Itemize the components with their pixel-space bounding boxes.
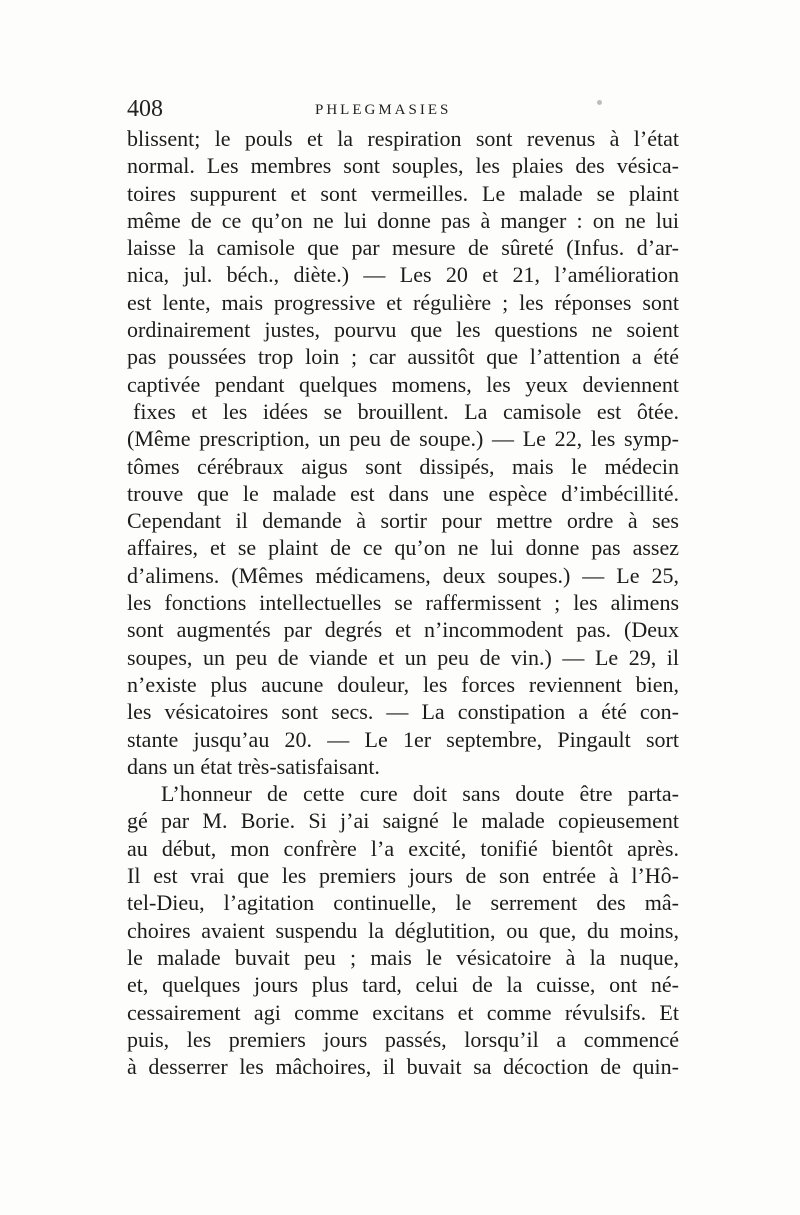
text-line: les vésicatoires sont secs. — La constipation a été con- (127, 699, 679, 725)
text-line: Cependant il demande à sortir pour mettre ordre à ses (127, 508, 679, 534)
text-line: soupes, un peu de viande et un peu de vin.) — Le 29, il (127, 644, 679, 670)
text-line: stante jusqu’au 20. — Le 1er septembre, Pingault sort (127, 726, 679, 752)
text-line: blissent; le pouls et la respiration sont revenus à l’état (127, 126, 679, 151)
text-line: au début, mon confrère l’a excité, tonifié bientôt après. (127, 835, 679, 861)
text-line: fixes et les idées se brouillent. La camisole est ôtée. (133, 398, 679, 424)
body-text (127, 125, 679, 1080)
text-line: nica, jul. béch., diète.) — Les 20 et 21, l’amélioration (127, 262, 679, 288)
page-number: 408 (127, 96, 163, 122)
running-head: PHLEGMASIES (315, 102, 452, 118)
text-line: gé par M. Borie. Si j’ai saigné le malade copieusement (127, 808, 679, 834)
text-line: pas poussées trop loin ; car aussitôt que l’attention a été (127, 344, 679, 370)
text-line: Il est vrai que les premiers jours de son entrée à l’Hô- (127, 863, 679, 889)
text-line: les fonctions intellectuelles se raffermissent ; les alimens (127, 590, 679, 616)
text-line: toires suppurent et sont vermeilles. Le malade se plaint (127, 180, 679, 206)
page-header (127, 96, 679, 126)
text-line: cessairement agi comme excitans et comme révulsifs. Et (127, 999, 679, 1025)
text-line: tômes cérébraux aigus sont dissipés, mais le médecin (127, 453, 679, 479)
text-line: tel-Dieu, l’agitation continuelle, le serrement des mâ- (127, 890, 679, 916)
text-line: d’alimens. (Mêmes médicamens, deux soupes.) — Le 25, (127, 562, 679, 588)
ink-speck (597, 100, 602, 105)
text-line: et, quelques jours plus tard, celui de la cuisse, ont né- (127, 972, 679, 998)
text-line: à desserrer les mâchoires, il buvait sa décoction de quin- (127, 1054, 679, 1080)
text-line: choires avaient suspendu la déglutition, ou que, du moins, (127, 917, 679, 943)
text-line: laisse la camisole que par mesure de sûreté (Infus. d’ar- (127, 235, 679, 261)
paragraph-start-line: L’honneur de cette cure doit sans doute être parta- (161, 781, 679, 807)
text-line: ordinairement justes, pourvu que les questions ne soient (127, 317, 679, 343)
text-line: puis, les premiers jours passés, lorsqu’il a commencé (127, 1026, 679, 1052)
text-line: normal. Les membres sont souples, les plaies des vésica- (127, 153, 679, 179)
text-line: le malade buvait peu ; mais le vésicatoire à la nuque, (127, 944, 679, 970)
text-line: affaires, et se plaint de ce qu’on ne lui donne pas assez (127, 535, 679, 561)
text-line: captivée pendant quelques momens, les yeux deviennent (127, 371, 679, 397)
text-line: dans un état très-satisfaisant. (127, 753, 380, 779)
text-line: même de ce qu’on ne lui donne pas à manger : on ne lui (127, 207, 679, 233)
text-line: est lente, mais progressive et régulière ; les réponses sont (127, 289, 679, 315)
text-line: n’existe plus aucune douleur, les forces reviennent bien, (127, 671, 679, 697)
text-line: trouve que le malade est dans une espèce d’imbécillité. (127, 480, 679, 506)
text-line: sont augmentés par degrés et n’incommodent pas. (Deux (127, 617, 679, 643)
text-line: (Même prescription, un peu de soupe.) — Le 22, les symp- (127, 426, 679, 452)
